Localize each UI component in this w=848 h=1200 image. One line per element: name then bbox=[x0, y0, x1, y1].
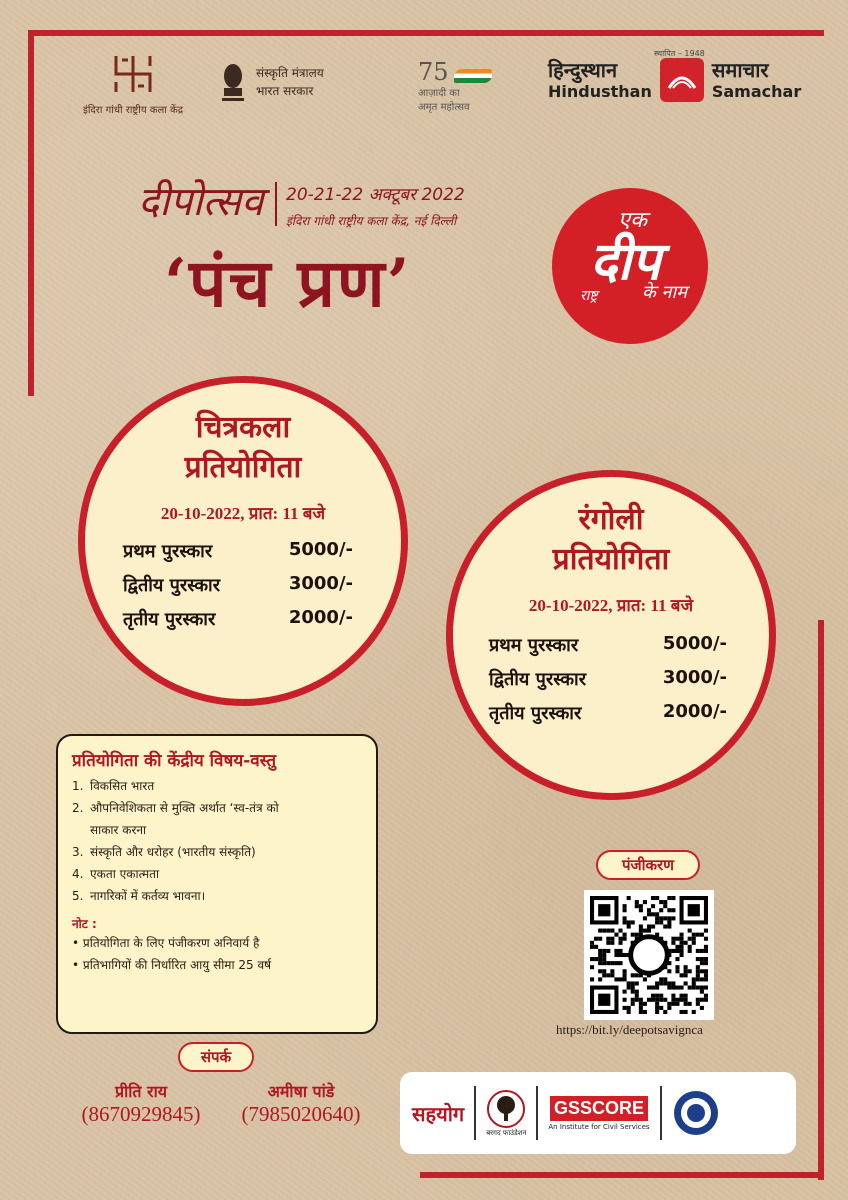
contact-label: संपर्क bbox=[178, 1042, 254, 1072]
prize-label: प्रथम पुरस्कार bbox=[123, 541, 213, 562]
comp2-prize-row bbox=[489, 667, 727, 691]
badge-line3: राष्ट्र bbox=[580, 288, 598, 304]
ministry-line1: संस्कृति मंत्रालय bbox=[256, 66, 324, 80]
azadi-line1: आज़ादी का bbox=[418, 88, 460, 99]
note-list bbox=[72, 932, 362, 976]
university-seal-icon bbox=[672, 1089, 720, 1137]
comp2-prize-row bbox=[489, 633, 727, 657]
bargad-caption: बरगद फाउंडेशन bbox=[486, 1128, 527, 1137]
comp1-prize-row bbox=[123, 607, 353, 631]
contact-person-2 bbox=[226, 1080, 376, 1127]
frame-left-line bbox=[28, 30, 34, 396]
gsscore-text: GSSCORE bbox=[550, 1096, 648, 1121]
ignca-swastika-icon bbox=[108, 52, 158, 98]
ministry-logo bbox=[218, 58, 324, 106]
prize-label: द्वितीय पुरस्कार bbox=[489, 669, 587, 690]
title-panch-pran: ‘पंच प्रण’ bbox=[164, 244, 412, 322]
registration-url[interactable]: https://bit.ly/deepotsavignca bbox=[556, 1022, 703, 1037]
comp1-datetime: 20-10-2022, प्रात: 11 बजे bbox=[160, 504, 326, 523]
bargad-logo bbox=[486, 1089, 526, 1138]
prize-label: द्वितीय पुरस्कार bbox=[123, 575, 221, 596]
tree-icon bbox=[486, 1089, 526, 1129]
hs-emblem-icon bbox=[660, 58, 704, 102]
ignca-logo bbox=[78, 52, 188, 116]
contact-phone[interactable]: (8670929845) bbox=[81, 1102, 201, 1126]
comp1-prize-row bbox=[123, 573, 353, 597]
hindusthan-samachar-logo bbox=[548, 49, 808, 102]
prize-label: तृतीय पुरस्कार bbox=[123, 609, 216, 630]
azadi-line2: अमृत महोत्सव bbox=[418, 102, 470, 113]
flag-icon bbox=[454, 69, 492, 83]
list-item: 4. एकता एकात्मता bbox=[72, 867, 160, 881]
gsscore-logo bbox=[548, 1096, 649, 1131]
theme-list bbox=[72, 775, 362, 907]
painting-competition-circle bbox=[78, 376, 408, 706]
comp2-datetime: 20-10-2022, प्रात: 11 बजे bbox=[528, 596, 694, 615]
hs-hindi-left: हिन्दुस्थान bbox=[548, 58, 618, 82]
sponsor-divider bbox=[660, 1086, 662, 1140]
list-item: 5. नागरिकों में कर्तव्य भावना। bbox=[72, 889, 206, 903]
contact-name: अमीषा पांडे bbox=[267, 1082, 335, 1101]
prize-amount: 5000/- bbox=[662, 633, 727, 654]
prize-amount: 2000/- bbox=[288, 607, 353, 628]
prize-label: प्रथम पुरस्कार bbox=[489, 635, 579, 656]
comp1-title-line2: प्रतियोगिता bbox=[184, 450, 302, 485]
list-item: साकार करना bbox=[90, 823, 147, 837]
contact-person-1 bbox=[66, 1080, 216, 1127]
ministry-line2: भारत सरकार bbox=[256, 84, 314, 98]
note-heading: नोट : bbox=[72, 917, 97, 931]
comp1-prize-row bbox=[123, 539, 353, 563]
frame-top-line bbox=[28, 30, 824, 36]
comp2-prize-row bbox=[489, 701, 727, 725]
title-deepotsav: दीपोत्सव bbox=[138, 179, 264, 225]
qr-code-icon bbox=[590, 896, 708, 1014]
prize-label: तृतीय पुरस्कार bbox=[489, 703, 582, 724]
comp2-title-line1: रंगोली bbox=[578, 502, 644, 537]
registration-label: पंजीकरण bbox=[596, 850, 700, 880]
ignca-caption: इंदिरा गांधी राष्ट्रीय कला केंद्र bbox=[82, 105, 184, 116]
contact-name: प्रीति राय bbox=[114, 1082, 168, 1101]
national-emblem-icon bbox=[218, 58, 248, 106]
list-item: • प्रतिभागियों की निर्धारित आयु सीमा 25 वर्ष bbox=[72, 958, 272, 972]
sponsor-label: सहयोग bbox=[412, 1101, 465, 1126]
sponsor-divider bbox=[536, 1086, 538, 1140]
prize-amount: 5000/- bbox=[288, 539, 353, 560]
title-dates: 20-21-22 अक्टूबर 2022 bbox=[286, 185, 465, 205]
rangoli-competition-circle bbox=[446, 470, 776, 800]
frame-right-line bbox=[818, 620, 824, 1180]
azadi-logo bbox=[418, 58, 508, 114]
title-venue: इंदिरा गांधी राष्ट्रीय कला केंद्र, नई दिल्ली bbox=[286, 214, 457, 228]
frame-bottom-line bbox=[420, 1172, 824, 1178]
badge-line2: दीप bbox=[590, 231, 661, 292]
contact-phone[interactable]: (7985020640) bbox=[241, 1102, 361, 1126]
sponsor-divider bbox=[474, 1086, 476, 1140]
title-separator bbox=[275, 182, 277, 226]
comp1-title-line1: चित्रकला bbox=[195, 410, 291, 445]
comp2-title-line2: प्रतियोगिता bbox=[552, 542, 670, 577]
badge-line1: एक bbox=[618, 208, 648, 233]
azadi-number: 75 bbox=[418, 58, 449, 86]
gsscore-sub: An Institute for Civil Services bbox=[548, 1122, 650, 1131]
hs-since: स्थापित – 1948 bbox=[654, 49, 705, 58]
prize-amount: 3000/- bbox=[662, 667, 727, 688]
theme-box bbox=[56, 734, 378, 1034]
ek-deep-badge bbox=[552, 188, 708, 344]
theme-heading: प्रतियोगिता की केंद्रीय विषय-वस्तु bbox=[72, 751, 277, 771]
prize-amount: 2000/- bbox=[662, 701, 727, 722]
prize-amount: 3000/- bbox=[288, 573, 353, 594]
sponsor-bar bbox=[400, 1072, 796, 1154]
hs-english-left: Hindusthan bbox=[548, 82, 652, 101]
badge-line4: के नाम bbox=[642, 282, 687, 303]
hs-english-right: Samachar bbox=[711, 82, 802, 101]
list-item: 2. औपनिवेशिकता से मुक्ति अर्थात ‘स्व-तंत्र को bbox=[72, 801, 279, 815]
list-item: 1. विकसित भारत bbox=[72, 779, 155, 793]
list-item: • प्रतियोगिता के लिए पंजीकरण अनिवार्य है bbox=[72, 936, 260, 950]
hs-hindi-right: समाचार bbox=[711, 58, 769, 82]
qr-code[interactable] bbox=[584, 890, 714, 1020]
list-item: 3. संस्कृति और धरोहर (भारतीय संस्कृति) bbox=[72, 845, 256, 859]
